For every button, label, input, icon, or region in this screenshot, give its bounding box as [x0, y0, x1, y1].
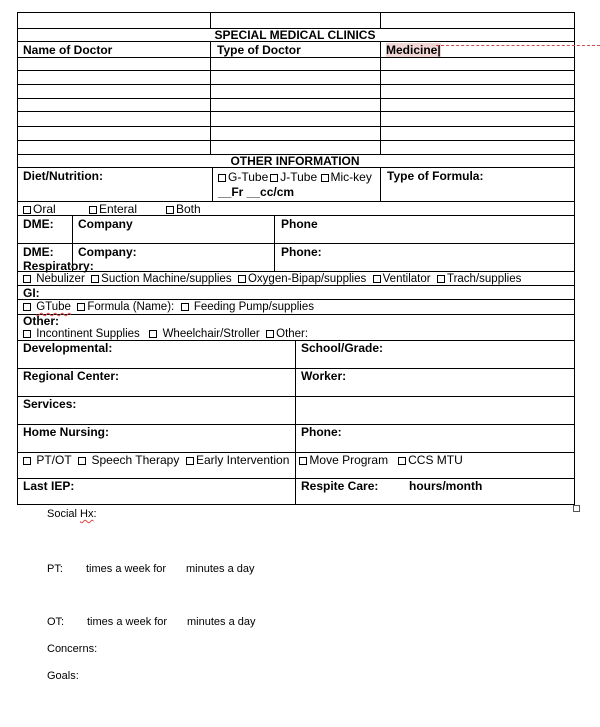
home-nursing-label: Home Nursing:	[23, 425, 110, 439]
medicine-header[interactable]: Medicine|	[386, 43, 441, 57]
oral-checkbox[interactable]	[23, 206, 31, 214]
gi-label: GI:	[23, 286, 40, 300]
regional-center-label: Regional Center:	[23, 369, 120, 383]
pt-minutes-label: minutes a day	[186, 563, 255, 575]
other-label: Other:	[23, 314, 59, 328]
ventilator-checkbox[interactable]	[373, 275, 381, 283]
therapy-options: PT/OT Speech Therapy Early Intervention Move Program CCS MTU	[23, 453, 463, 467]
tube-options: G-Tube J-Tube Mic-key	[218, 170, 372, 184]
services-label: Services:	[23, 397, 77, 411]
type-of-doctor-header: Type of Doctor	[217, 43, 301, 57]
dme-label: DME:	[23, 217, 54, 231]
diet-nutrition-label: Diet/Nutrition:	[23, 169, 103, 183]
developmental-label: Developmental:	[23, 341, 113, 355]
other-checkbox[interactable]	[266, 330, 274, 338]
both-checkbox[interactable]	[166, 206, 174, 214]
diet-option-both[interactable]: Both	[166, 202, 201, 216]
name-of-doctor-header: Name of Doctor	[23, 43, 113, 57]
early-intervention-checkbox[interactable]	[186, 457, 194, 465]
incontinent-checkbox[interactable]	[23, 330, 31, 338]
gi-options: GTube Formula (Name): Feeding Pump/supplies	[23, 300, 314, 314]
speech-therapy-checkbox[interactable]	[78, 457, 86, 465]
other-information-title: OTHER INFORMATION	[230, 154, 360, 168]
gtube-checkbox[interactable]	[23, 303, 31, 311]
other-options: Incontinent Supplies Wheelchair/Stroller Other:	[23, 327, 308, 341]
ccs-mtu-checkbox[interactable]	[398, 457, 406, 465]
dme-company-label-2: Company:	[78, 245, 137, 259]
trach-checkbox[interactable]	[437, 275, 445, 283]
concerns-label: Concerns:	[47, 643, 98, 655]
feeding-pump-checkbox[interactable]	[181, 303, 189, 311]
respite-care-label: Respite Care:	[301, 479, 379, 493]
pt-label: PT:	[47, 563, 63, 575]
goals-label: Goals:	[47, 670, 79, 682]
j-tube-checkbox[interactable]	[270, 174, 278, 182]
hours-month-label: hours/month	[409, 479, 483, 493]
dme-label-2: DME:	[23, 245, 54, 259]
dme-company-label: Company	[78, 217, 133, 231]
table-resize-handle[interactable]	[573, 505, 580, 512]
nebulizer-checkbox[interactable]	[23, 275, 31, 283]
respiratory-options: Nebulizer Suction Machine/supplies Oxygen-Bipap/supplies Ventilator Trach/supplies	[23, 272, 521, 286]
diet-option-enteral[interactable]: Enteral	[89, 202, 137, 216]
pt-times-label: times a week for	[86, 563, 167, 575]
phone-label: Phone:	[301, 425, 342, 439]
suction-checkbox[interactable]	[91, 275, 99, 283]
move-program-checkbox[interactable]	[299, 457, 307, 465]
mic-key-checkbox[interactable]	[321, 174, 329, 182]
formula-checkbox[interactable]	[77, 303, 85, 311]
comment-connector-line	[436, 45, 600, 46]
worker-label: Worker:	[301, 369, 347, 383]
school-grade-label: School/Grade:	[301, 341, 384, 355]
medical-form-table	[17, 12, 575, 505]
ot-minutes-label: minutes a day	[187, 616, 256, 628]
type-of-formula-label: Type of Formula:	[387, 169, 484, 183]
social-hx-label: Social Hx:	[47, 508, 97, 520]
g-tube-checkbox[interactable]	[218, 174, 226, 182]
ot-times-label: times a week for	[87, 616, 168, 628]
clinics-title: SPECIAL MEDICAL CLINICS	[214, 28, 376, 42]
dme-phone-label-2: Phone:	[281, 245, 322, 259]
fr-cc-line: __Fr __cc/cm	[218, 185, 295, 199]
pt-ot-checkbox[interactable]	[23, 457, 31, 465]
last-iep-label: Last IEP:	[23, 479, 75, 493]
oxygen-checkbox[interactable]	[238, 275, 246, 283]
wheelchair-checkbox[interactable]	[149, 330, 157, 338]
enteral-checkbox[interactable]	[89, 206, 97, 214]
diet-option-oral[interactable]: Oral	[23, 202, 56, 216]
dme-phone-label: Phone	[281, 217, 318, 231]
ot-label: OT:	[47, 616, 65, 628]
respiratory-label: Respiratory:	[23, 259, 94, 273]
